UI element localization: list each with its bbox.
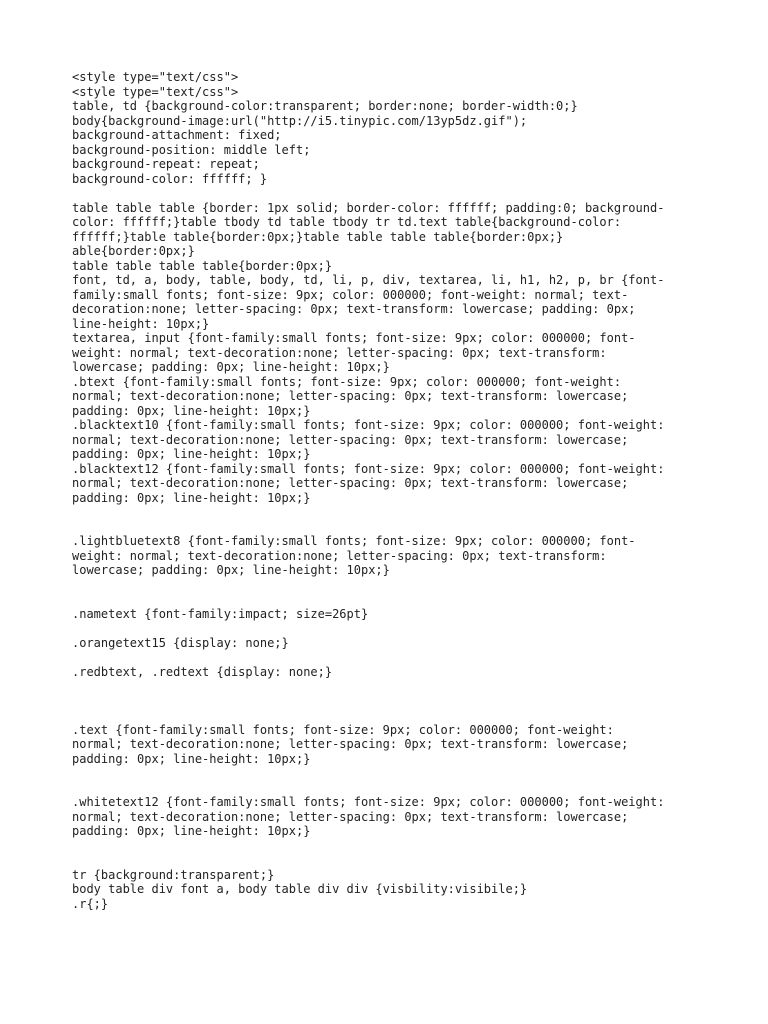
spacer bbox=[72, 650, 712, 665]
nametext-rule: .nametext {font-family:impact; size=26pt} bbox=[72, 606, 369, 621]
orangetext15-rule: .orangetext15 {display: none;} bbox=[72, 635, 289, 650]
spacer bbox=[72, 621, 712, 636]
whitetext12-rule: .whitetext12 {font-family:small fonts; font-size: 9px; color: 000000; font-weight: normal; text-decoration:none; letter-spacing: 0px; text-transform: lowercase; padding: 0px; line-height: 10px;} bbox=[72, 795, 665, 838]
spacer bbox=[72, 578, 712, 607]
style-header-block: <style type="text/css"> <style type="text/css"> table, td {background-color:transparent; border:none; border-width:0;} body{background-image:url("http://i5.tinypic.com/13yp5dz.gif"); background-attachment: fixed; background-position: middle left; background-repeat: repeat; background-color: ffffff; } bbox=[72, 70, 578, 186]
tr-and-visibility-rules-block: tr {background:transparent;} body table div font a, body table div div {visbility:visibile;} .r{;} bbox=[72, 867, 528, 911]
spacer bbox=[72, 766, 712, 795]
lightbluetext8-rule: .lightbluetext8 {font-family:small fonts; font-size: 9px; color: 000000; font- weight: normal; text-decoration:none; letter-spacing: 0px; text-transform: lowercase; padding: 0px; line-height: 10px;} bbox=[72, 534, 636, 577]
spacer bbox=[72, 679, 712, 723]
spacer bbox=[72, 839, 712, 868]
spacer bbox=[72, 505, 712, 534]
spacer bbox=[72, 186, 712, 201]
css-source-text bbox=[72, 70, 712, 911]
redtext-rule: .redbtext, .redtext {display: none;} bbox=[72, 664, 333, 679]
table-and-font-rules-block: table table table {border: 1px solid; border-color: ffffff; padding:0; background- color: ffffff;}table tbody td table tbody tr td.text table{background-color: ffffff;}table table{border:0px;}table table table table{border:0px;} able{border:0px;} table table table table{border:0px;} font, td, a, body, table, body, td, li, p, div, textarea, li, h1, h2, p, br {font- family:small fonts; font-size: 9px; color: 000000; font-weight: normal; text- decoration:none; letter-spacing: 0px; text-transform: lowercase; padding: 0px; line-height: 10px;} textarea, input {font-family:small fonts; font-size: 9px; color: 000000; font- weight: normal; text-decoration:none; letter-spacing: 0px; text-transform: lowercase; padding: 0px; line-height: 10px;} .btext {font-family:small fonts; font-size: 9px; color: 000000; font-weight: normal; text-decoration:none; letter-spacing: 0px; text-transform: lowercase; padding: 0px; line-height: 10px;} .blacktext10 {font-family:small fonts; font-size: 9px; color: 000000; font-weight: normal; text-decoration:none; letter-spacing: 0px; text-transform: lowercase; padding: 0px; line-height: 10px;} .blacktext12 {font-family:small fonts; font-size: 9px; color: 000000; font-weight: normal; text-decoration:none; letter-spacing: 0px; text-transform: lowercase; padding: 0px; line-height: 10px;} bbox=[72, 200, 665, 505]
text-rule: .text {font-family:small fonts; font-size: 9px; color: 000000; font-weight: normal; text-decoration:none; letter-spacing: 0px; text-transform: lowercase; padding: 0px; line-height: 10px;} bbox=[72, 722, 629, 766]
